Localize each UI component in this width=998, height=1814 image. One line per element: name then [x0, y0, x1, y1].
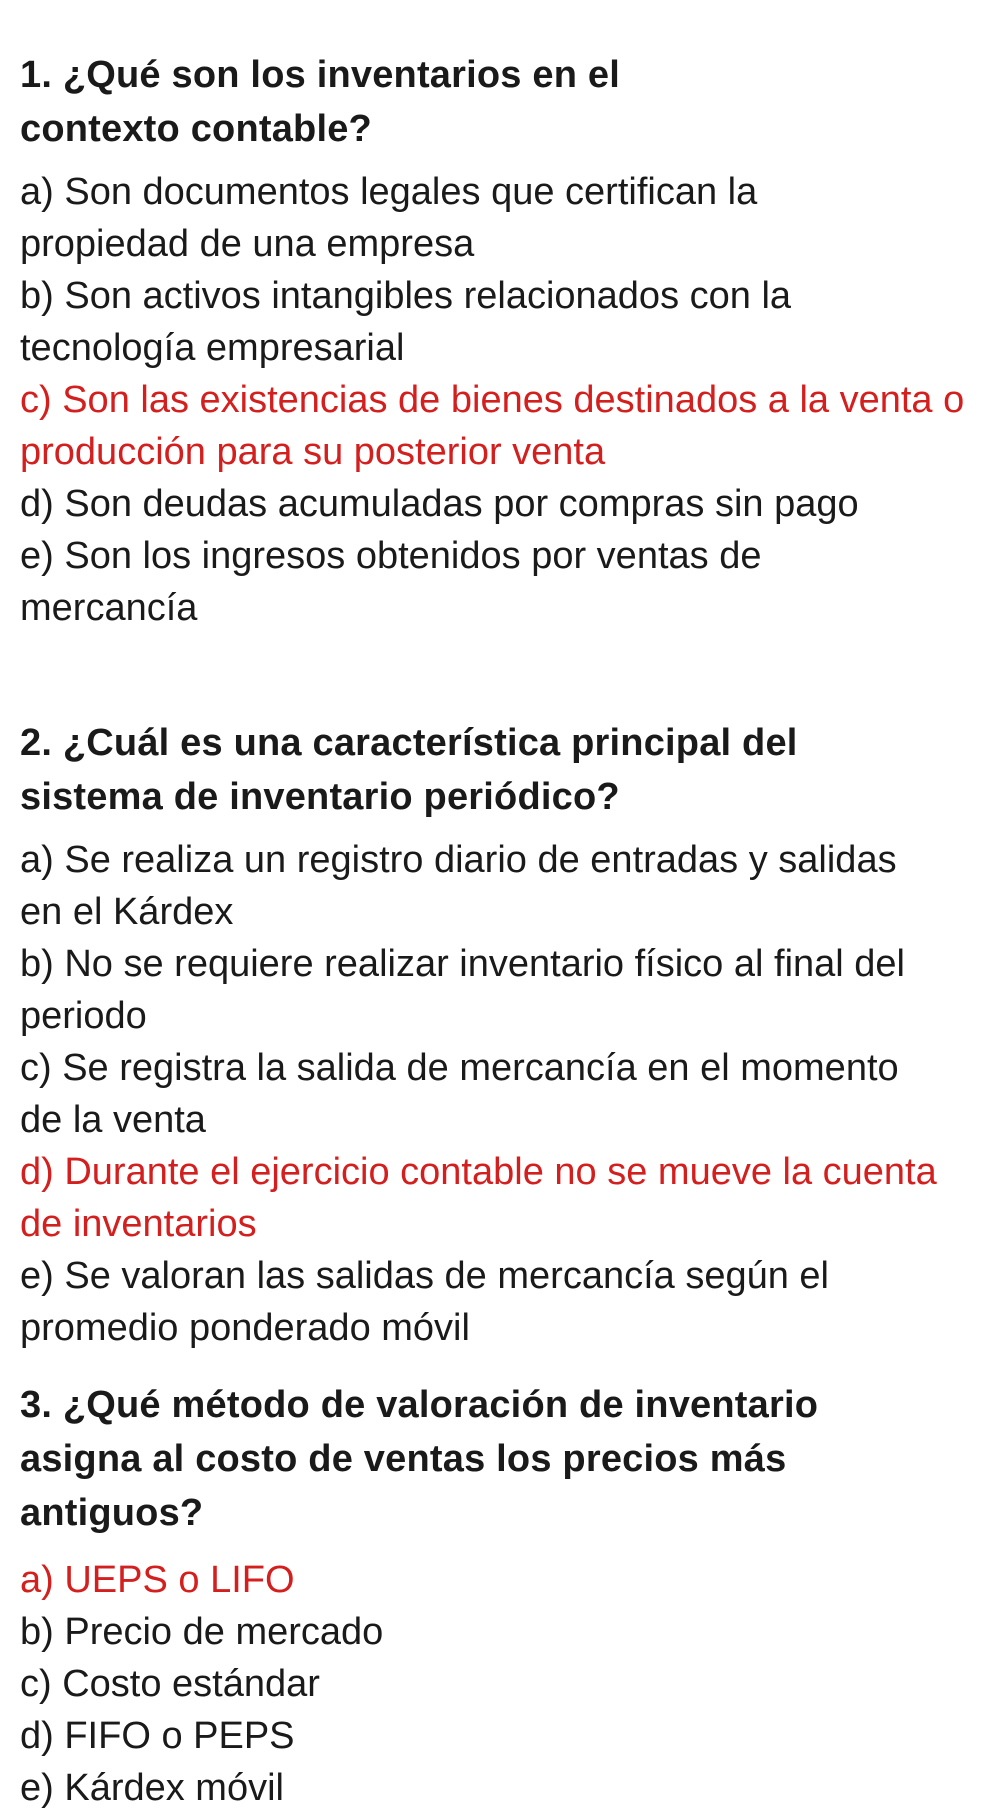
- question-2-options: [20, 834, 998, 1354]
- question-2-option-e: e) Se valoran las salidas de mercancía según el promedio ponderado móvil: [20, 1255, 830, 1349]
- question-3-option-c: c) Costo estándar: [20, 1663, 320, 1705]
- question-1-title: 1. ¿Qué son los inventarios en el contexto contable?: [20, 54, 620, 150]
- question-1-option-c-correct: c) Son las existencias de bienes destinados a la venta o producción para su posterior venta: [20, 379, 965, 473]
- question-2-option-d-correct: d) Durante el ejercicio contable no se mueve la cuenta de inventarios: [20, 1151, 937, 1245]
- question-3-option-d: d) FIFO o PEPS: [20, 1715, 295, 1757]
- question-1: [20, 48, 998, 634]
- question-2-option-c: c) Se registra la salida de mercancía en el momento de la venta: [20, 1047, 899, 1141]
- question-1-options: [20, 166, 998, 634]
- question-2-option-a: a) Se realiza un registro diario de entradas y salidas en el Kárdex: [20, 839, 897, 933]
- question-3: [20, 1378, 998, 1814]
- question-3-option-e: e) Kárdex móvil: [20, 1767, 284, 1809]
- question-1-option-e: e) Son los ingresos obtenidos por ventas de mercancía: [20, 535, 762, 629]
- question-2-title: 2. ¿Cuál es una característica principal del sistema de inventario periódico?: [20, 722, 798, 818]
- question-3-option-a-correct: a) UEPS o LIFO: [20, 1559, 295, 1601]
- question-2-option-b: b) No se requiere realizar inventario físico al final del periodo: [20, 943, 905, 1037]
- question-3-option-b: b) Precio de mercado: [20, 1611, 384, 1653]
- question-2: [20, 716, 998, 1354]
- question-1-option-b: b) Son activos intangibles relacionados con la tecnología empresarial: [20, 275, 792, 369]
- question-1-option-d: d) Son deudas acumuladas por compras sin pago: [20, 483, 859, 525]
- question-3-options: [20, 1554, 998, 1814]
- question-1-option-a: a) Son documentos legales que certifican la propiedad de una empresa: [20, 171, 758, 265]
- question-3-title: 3. ¿Qué método de valoración de inventario asigna al costo de ventas los precios más antiguos?: [20, 1384, 819, 1534]
